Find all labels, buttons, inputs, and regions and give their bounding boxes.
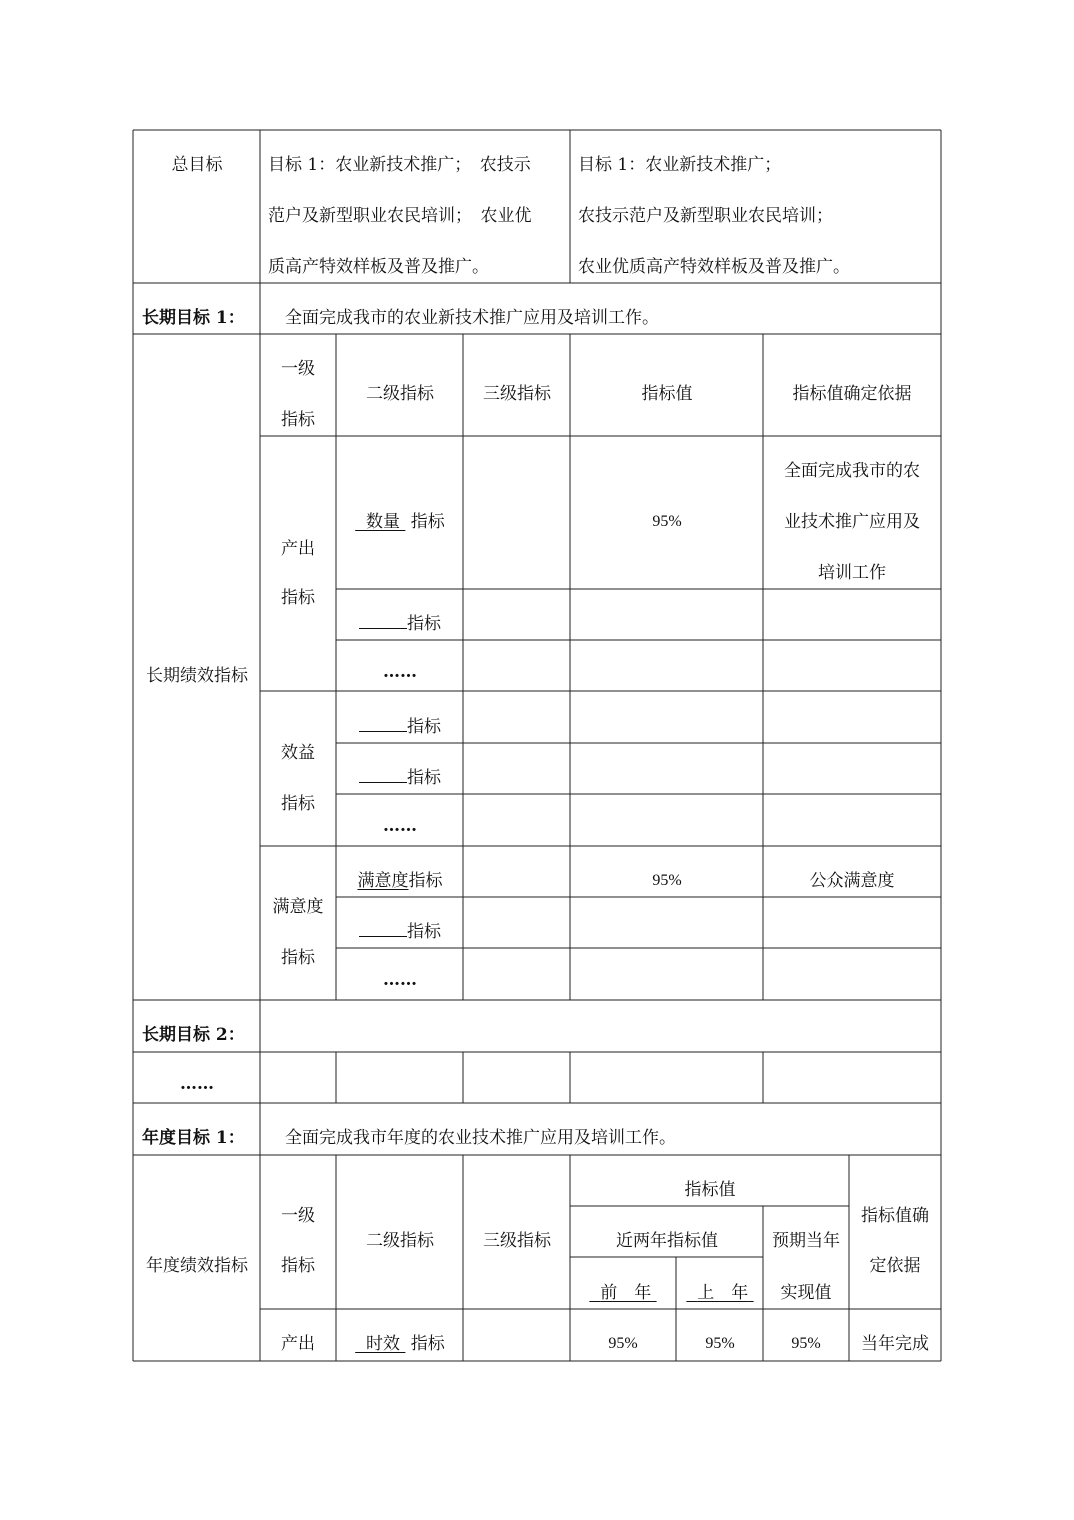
an-header-expected-line-1: 预期当年 — [772, 1231, 840, 1251]
long-term-indicators-label: 长期绩效指标 — [146, 666, 248, 686]
an-header-value: 指标值 — [684, 1180, 736, 1200]
lt-benefit-label-line-2: 指标 — [281, 794, 315, 814]
an-row1-level1: 产出 — [281, 1334, 315, 1354]
overall-goal-left-line-2: 范户及新型职业农民培训； 农业优 — [268, 206, 532, 226]
an-row1-expected: 95% — [791, 1335, 821, 1352]
blank-underline — [359, 768, 407, 783]
long-term-goal-1-text: 全面完成我市的农业新技术推广应用及培训工作。 — [285, 308, 659, 328]
lt-satisfaction-basis: 公众满意度 — [809, 871, 895, 891]
lt-header-basis: 指标值确定依据 — [792, 384, 912, 404]
annual-indicators-label: 年度绩效指标 — [146, 1256, 248, 1276]
lt-output-ellipsis: …… — [383, 662, 417, 682]
lt-benefit-blank-indicator-2: 指标 — [359, 767, 441, 789]
an-header-level1-line-2: 指标 — [281, 1256, 315, 1276]
an-row1-level2: 时效 指标 — [366, 1334, 445, 1354]
overall-goal-left-line-3: 质高产特效样板及普及推广。 — [268, 257, 489, 277]
ellipsis-row-label: …… — [180, 1074, 214, 1094]
lt-benefit-label-line-1: 效益 — [281, 743, 315, 763]
lt-satisfaction-label-line-1: 满意度 — [272, 897, 324, 917]
lt-benefit-ellipsis: …… — [383, 816, 417, 836]
an-header-expected-line-2: 实现值 — [780, 1283, 832, 1303]
an-header-prev-year: 前 年 — [600, 1283, 652, 1303]
lt-header-level1-line-2: 指标 — [281, 410, 315, 430]
an-header-last-year: 上 年 — [697, 1283, 749, 1303]
overall-goal-right-line-2: 农技示范户及新型职业农民培训； — [578, 206, 833, 226]
overall-goal-right-line-3: 农业优质高产特效样板及普及推广。 — [578, 257, 850, 277]
lt-satisfaction-indicator: 满意度指标 — [357, 871, 443, 891]
lt-quantity-basis-line-2: 业技术推广应用及 — [784, 512, 920, 532]
blank-underline — [359, 717, 407, 732]
an-row1-last: 95% — [705, 1335, 735, 1352]
lt-output-label-line-2: 指标 — [281, 588, 315, 608]
an-row1-prev: 95% — [608, 1335, 638, 1352]
lt-quantity-underlined: 数量 — [366, 512, 400, 532]
lt-quantity-indicator: 数量 指标 — [355, 511, 445, 533]
an-header-basis-line-1: 指标值确 — [861, 1206, 929, 1226]
an-header-recent: 近两年指标值 — [616, 1231, 718, 1251]
lt-header-level3: 三级指标 — [483, 384, 551, 404]
an-header-basis-line-2: 定依据 — [869, 1256, 921, 1276]
overall-goal-left-line-1: 目标 1：农业新技术推广； 农技示 — [268, 155, 531, 175]
lt-header-level2: 二级指标 — [366, 384, 434, 404]
lt-header-level1-line-1: 一级 — [281, 359, 315, 379]
overall-goal-right-line-1: 目标 1：农业新技术推广； — [578, 155, 782, 175]
lt-header-value: 指标值 — [641, 384, 693, 404]
lt-output-label-line-1: 产出 — [281, 539, 315, 559]
lt-quantity-basis-line-3: 培训工作 — [818, 563, 886, 583]
an-header-level3: 三级指标 — [483, 1231, 551, 1251]
lt-benefit-blank-indicator-1: 指标 — [359, 716, 441, 738]
lt-satisfaction-label-line-2: 指标 — [281, 948, 315, 968]
lt-satisfaction-blank-indicator: 指标 — [359, 921, 441, 943]
an-row1-basis: 当年完成 — [861, 1334, 929, 1354]
overall-goal-label: 总目标 — [171, 155, 223, 175]
lt-output-blank-indicator: 指标 — [359, 613, 441, 635]
long-term-goal-1-label: 长期目标 1： — [142, 308, 245, 328]
lt-satisfaction-ellipsis: …… — [383, 970, 417, 990]
an-header-level2: 二级指标 — [366, 1231, 434, 1251]
long-term-goal-2-label: 长期目标 2： — [142, 1025, 245, 1045]
annual-goal-1-label: 年度目标 1： — [142, 1128, 245, 1148]
lt-satisfaction-value: 95% — [652, 872, 682, 889]
blank-underline — [359, 922, 407, 937]
blank-underline — [359, 614, 407, 629]
annual-goal-1-text: 全面完成我市年度的农业技术推广应用及培训工作。 — [285, 1128, 676, 1148]
an-header-level1-line-1: 一级 — [281, 1206, 315, 1226]
lt-quantity-basis-line-1: 全面完成我市的农 — [784, 461, 920, 481]
lt-quantity-value: 95% — [652, 513, 682, 530]
